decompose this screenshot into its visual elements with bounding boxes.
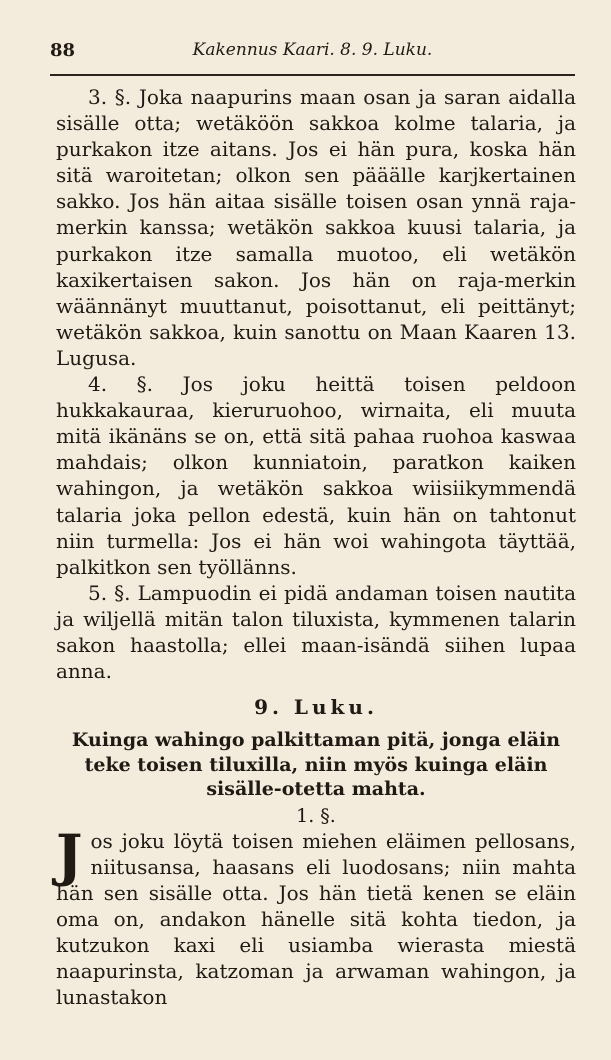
page-body: [56, 84, 576, 1010]
drop-cap: J: [56, 822, 83, 889]
chapter-title: 9. Luku.: [254, 695, 378, 720]
header-rule: [50, 74, 575, 76]
section-5-paragraph: 5. §. Lampuodin ei pidä andaman toisen nautita ja wiljellä mitän talon tiluxista, kymmenen talarin sakon haastolla; ellei maan-isändä siihen lupaa anna.: [56, 580, 576, 684]
section-4-paragraph: 4. §. Jos joku heittä toisen peldoon hukkakauraa, kieruruohoo, wirnaita, eli muuta mitä ikänäns se on, että sitä pahaa ruohoa kaswaa mahdais; olkon kunniatoin, paratkon kaiken wahingon, ja wetäkön sakkoa wiisiikymmendä talaria joka pellon edestä, kuin hän on tahtonut niin turmella: Jos ei hän woi wahingota täyttää, palkitkon sen työllänns.: [56, 372, 576, 579]
page-number: 88: [50, 40, 76, 61]
section-3-paragraph: 3. §. Joka naapurins maan osan ja saran aidalla sisälle otta; wetäköön sakkoa kolme talaria, ja purkakon itze aitans. Jos ei hän pura, koska hän sitä waroitetan; olkon sen pääälle karjkertainen sakko. Jos hän aitaa sisälle toisen osan ynnä raja-merkin kanssa; wetäkön sakkoa kuusi talaria, ja purkakon itze samalla muotoo, eli wetäkön kaxikertaisen sakon. Jos hän on raja-merkin wäännänyt muuttanut, poisottanut, eli peittänyt; wetäkön sakkoa, kuin sanottu on Maan Kaaren 13. Lugusa.: [56, 85, 576, 370]
running-title: Kakennus Kaari. 8. 9. Luku.: [192, 40, 433, 60]
chapter-first-paragraph: [56, 822, 576, 1010]
chapter-summary: Kuinga wahingo palkittaman pitä, jonga eläin teke toisen tiluxilla, niin myös kuinga eläin sisälle-otetta mahta.: [71, 729, 561, 801]
section-number: 1. §.: [296, 804, 336, 827]
chapter-first-paragraph-text: os joku löytä toisen miehen eläimen pellosans, niitusansa, haasans eli luodosans; niin mahta hän sen sisälle otta. Jos hän tietä kenen se eläin oma on, andakon hänelle sitä kohta tiedon, ja kutzukon kaxi eli usiamba wierasta miestä naapurinsta, katzoman ja arwaman wahingon, ja lunastakon: [56, 828, 576, 1009]
page-header: [50, 40, 575, 68]
